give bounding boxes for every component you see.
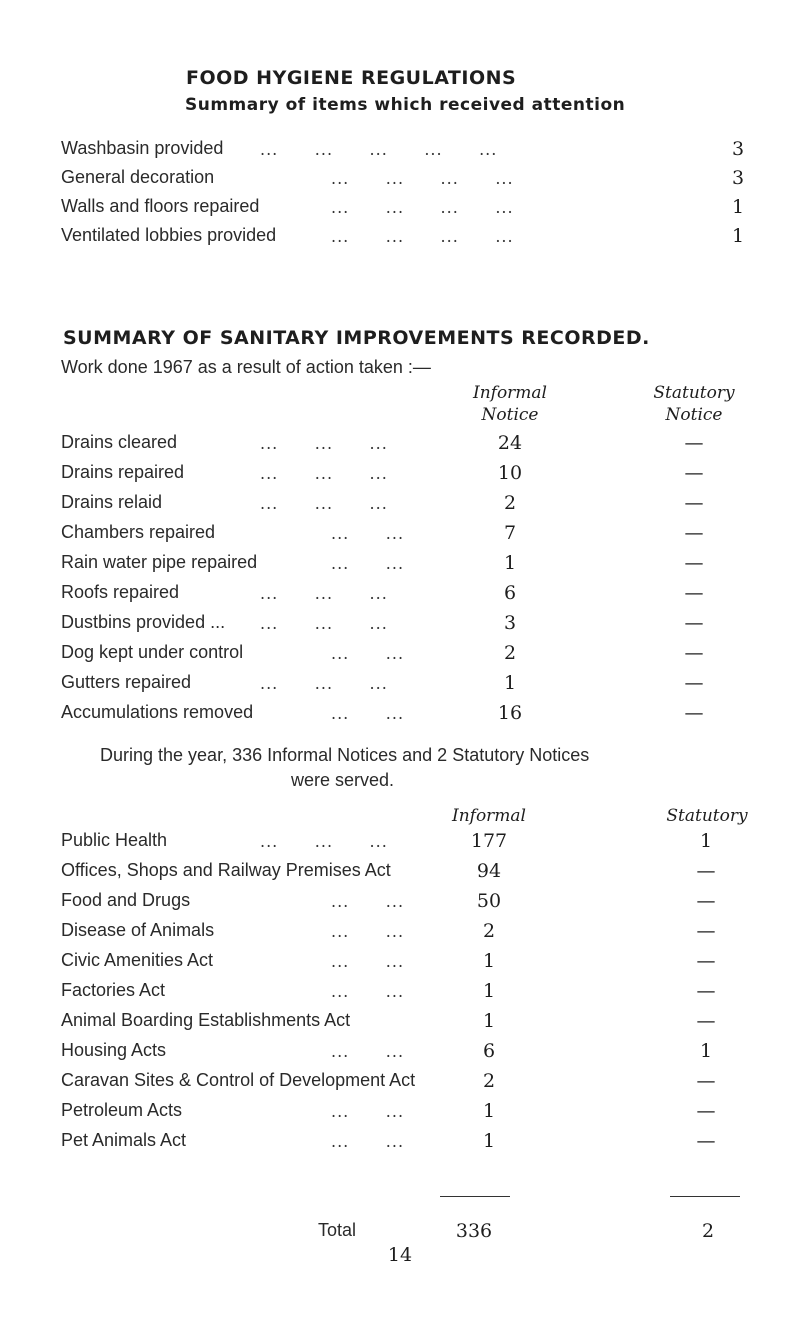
leader-dots: ... ... [331,982,405,1001]
leader-dots: ... ... [331,1102,405,1121]
leader-dots: ... ... ... [260,584,388,603]
leader-dots: ... ... ... ... [331,227,514,246]
notice-row-label: Pet Animals Act [61,1130,187,1150]
notice-row-label: Housing Acts [61,1040,167,1060]
food-item-value: 3 [731,167,745,189]
food-item-label: Ventilated lobbies provided [61,225,277,245]
notice-row-label: Factories Act [61,980,166,1000]
leader-dots: ... ... ... [260,434,388,453]
sanitary-informal-value: 3 [503,612,517,634]
notice-row-label: Civic Amenities Act [61,950,214,970]
leader-dots: ... ... ... ... ... [260,140,498,159]
notice-statutory-value: — [696,1130,716,1152]
leader-dots: ... ... [331,922,405,941]
leader-dots: ... ... [331,892,405,911]
notices-col-statutory: Statutory [666,806,748,826]
notice-statutory-value: 1 [699,830,713,852]
leader-dots: ... ... [331,1042,405,1061]
sanitary-statutory-value: — [684,462,704,484]
food-item-value: 3 [731,138,745,160]
notice-row-label: Disease of Animals [61,920,215,940]
leader-dots: ... ... ... [260,464,388,483]
leader-dots: ... ... ... ... [331,169,514,188]
notice-informal-value: 1 [482,1130,496,1152]
food-item-value: 1 [731,196,745,218]
leader-dots: ... ... ... [260,832,388,851]
sanitary-statutory-value: — [684,702,704,724]
sanitary-informal-value: 2 [503,642,517,664]
notice-row-label: Caravan Sites & Control of Development Act [61,1070,416,1090]
notice-row-label: Petroleum Acts [61,1100,183,1120]
sanitary-statutory-value: — [684,432,704,454]
sanitary-title: SUMMARY OF SANITARY IMPROVEMENTS RECORDED. [63,327,650,349]
sanitary-statutory-value: — [684,552,704,574]
sanitary-statutory-value: — [684,612,704,634]
sanitary-statutory-value: — [684,642,704,664]
notice-row-label: Public Health [61,830,168,850]
col-statutory-header: Statutory [653,383,735,403]
notice-statutory-value: — [696,1070,716,1092]
sanitary-informal-value: 2 [503,492,517,514]
notice-statutory-value: — [696,890,716,912]
sanitary-statutory-value: — [684,672,704,694]
leader-dots: ... ... ... ... [331,198,514,217]
notice-informal-value: 2 [482,1070,496,1092]
total-informal: 336 [455,1220,493,1242]
notice-statutory-value: — [696,1100,716,1122]
sanitary-row-label: Accumulations removed [61,702,254,722]
notice-statutory-value: — [696,860,716,882]
sanitary-row-label: Dustbins provided ... [61,612,226,632]
sanitary-statutory-value: — [684,492,704,514]
total-rule-statutory [670,1196,740,1197]
sanitary-informal-value: 1 [503,552,517,574]
sanitary-informal-value: 1 [503,672,517,694]
col-informal-header: Informal [472,383,547,403]
sanitary-row-label: Drains repaired [61,462,185,482]
col-statutory-header-notice: Notice [665,405,723,425]
sanitary-row-label: Rain water pipe repaired [61,552,258,572]
notices-col-informal: Informal [451,806,526,826]
notice-informal-value: 1 [482,950,496,972]
notice-statutory-value: — [696,920,716,942]
sanitary-statutory-value: — [684,522,704,544]
sanitary-row-label: Drains cleared [61,432,178,452]
notice-informal-value: 1 [482,1100,496,1122]
food-item-label: Washbasin provided [61,138,224,158]
sanitary-row-label: Gutters repaired [61,672,192,692]
sanitary-intro: Work done 1967 as a result of action taken :— [61,357,431,377]
sanitary-informal-value: 7 [503,522,517,544]
notice-informal-value: 2 [482,920,496,942]
sanitary-row-label: Chambers repaired [61,522,216,542]
food-hygiene-subtitle: Summary of items which received attention [185,95,626,115]
sanitary-statutory-value: — [684,582,704,604]
leader-dots: ... ... [331,644,405,663]
sanitary-row-label: Dog kept under control [61,642,244,662]
notice-row-label: Animal Boarding Establishments Act [61,1010,351,1030]
notice-statutory-value: 1 [699,1040,713,1062]
sanitary-informal-value: 24 [497,432,523,454]
leader-dots: ... ... [331,1132,405,1151]
notice-informal-value: 6 [482,1040,496,1062]
leader-dots: ... ... ... [260,494,388,513]
sanitary-informal-value: 16 [497,702,523,724]
leader-dots: ... ... [331,704,405,723]
food-item-label: General decoration [61,167,215,187]
food-item-label: Walls and floors repaired [61,196,260,216]
total-rule-informal [440,1196,510,1197]
notice-informal-value: 50 [476,890,502,912]
notice-row-label: Food and Drugs [61,890,191,910]
notices-summary-line1: During the year, 336 Informal Notices and 2 Statutory Notices [100,745,590,765]
col-informal-header-notice: Notice [481,405,539,425]
notice-statutory-value: — [696,950,716,972]
notice-informal-value: 1 [482,1010,496,1032]
notice-statutory-value: — [696,980,716,1002]
sanitary-row-label: Roofs repaired [61,582,180,602]
leader-dots: ... ... ... [260,614,388,633]
leader-dots: ... ... ... [260,674,388,693]
notice-statutory-value: — [696,1010,716,1032]
total-label: Total [318,1220,357,1240]
sanitary-informal-value: 6 [503,582,517,604]
notice-informal-value: 177 [470,830,508,852]
food-item-value: 1 [731,225,745,247]
sanitary-row-label: Drains relaid [61,492,163,512]
notice-informal-value: 94 [476,860,502,882]
sanitary-informal-value: 10 [497,462,523,484]
total-statutory: 2 [701,1220,715,1242]
page-number: 14 [387,1244,413,1266]
leader-dots: ... ... [331,952,405,971]
leader-dots: ... ... [331,554,405,573]
notice-row-label: Offices, Shops and Railway Premises Act [61,860,391,880]
food-hygiene-title: FOOD HYGIENE REGULATIONS [186,67,517,89]
notice-informal-value: 1 [482,980,496,1002]
notices-summary-line2: were served. [291,770,395,790]
leader-dots: ... ... [331,524,405,543]
